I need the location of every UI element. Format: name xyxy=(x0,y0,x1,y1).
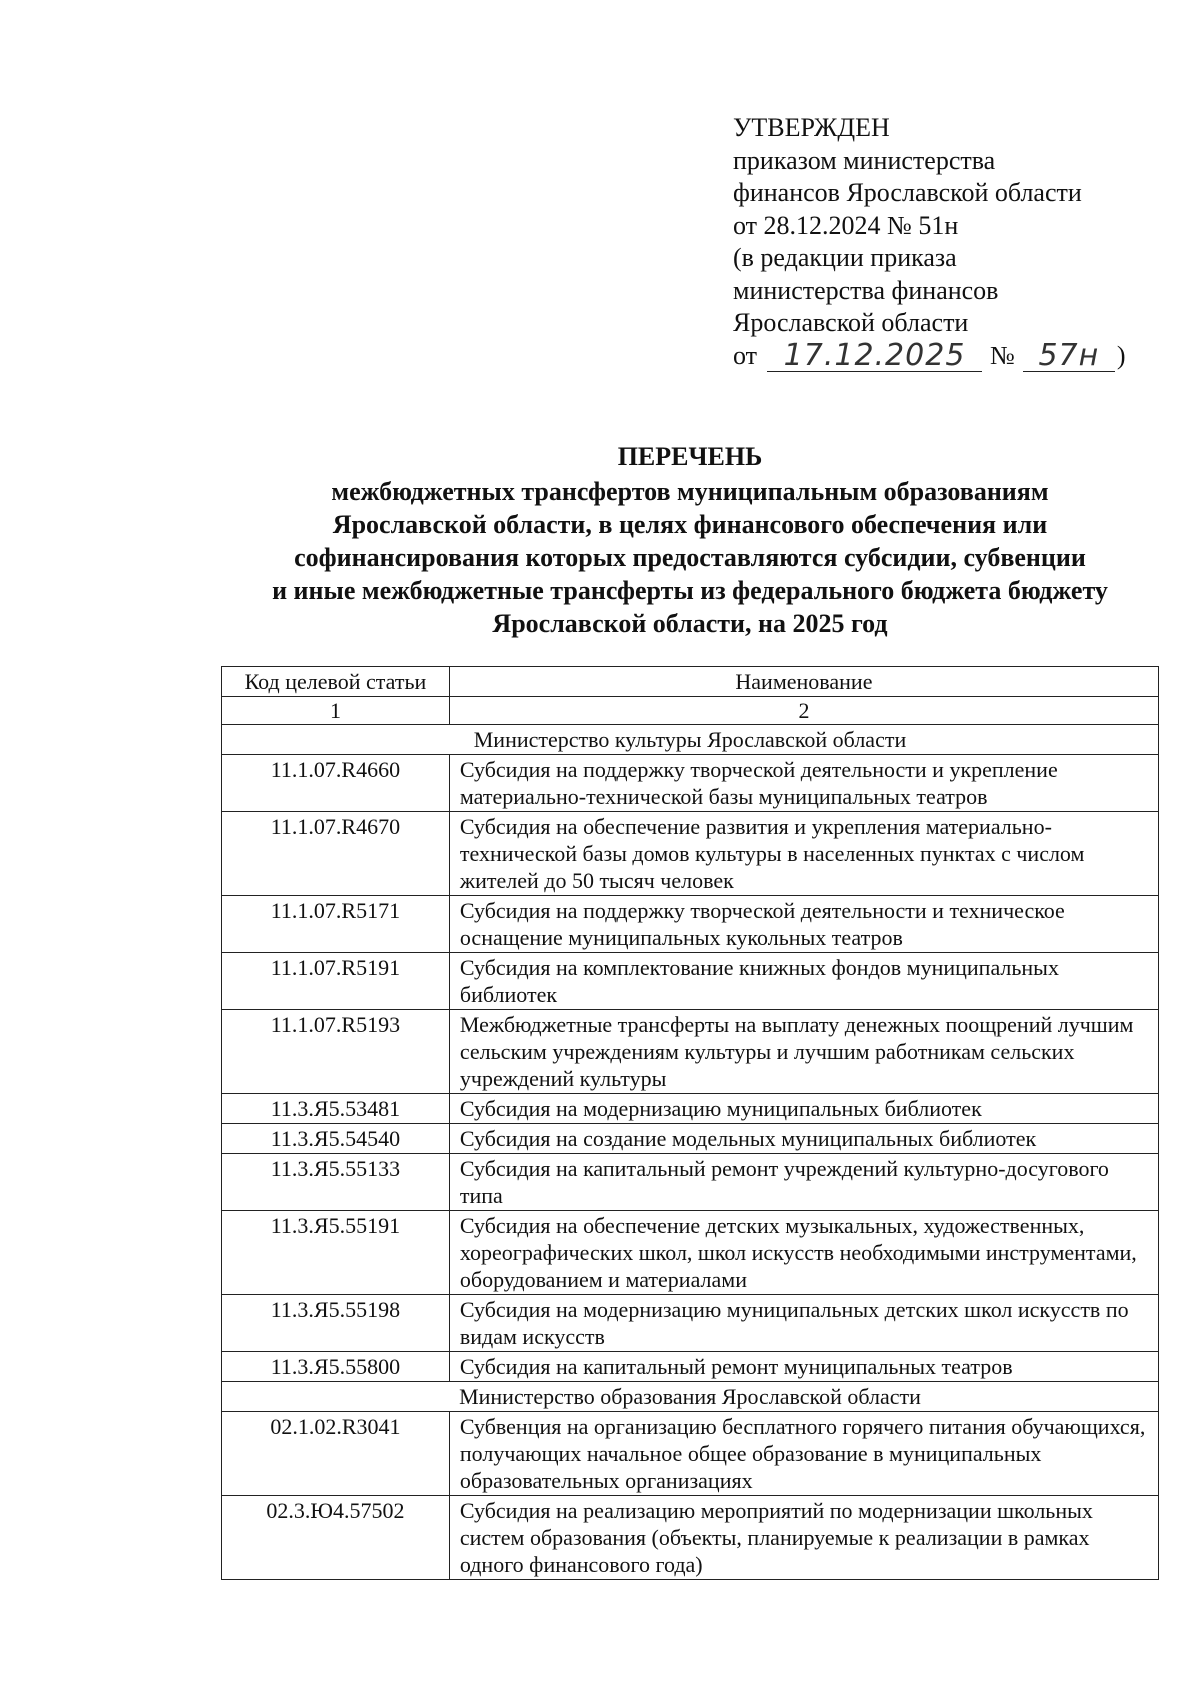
title-line: Ярославской области, в целях финансового обеспечения или xyxy=(332,510,1048,539)
table-row xyxy=(222,1412,1159,1496)
approval-line: министерства финансов xyxy=(733,275,999,305)
target-code-cell: 11.3.Я5.55191 xyxy=(222,1211,450,1295)
transfer-name-cell: Субсидия на обеспечение детских музыкальных, художественных, хореографических школ, школ искусств необходимыми инструментами, оборудованием и материалами xyxy=(449,1211,1158,1295)
handwritten-number: 57н xyxy=(1023,341,1115,372)
table-row xyxy=(222,953,1159,1010)
table-row xyxy=(222,1352,1159,1382)
table-body xyxy=(222,725,1159,1580)
target-code-cell: 11.1.07.R5191 xyxy=(222,953,450,1010)
transfer-name-cell: Субсидия на модернизацию муниципальных детских школ искусств по видам искусств xyxy=(449,1295,1158,1352)
target-code-cell: 11.3.Я5.55800 xyxy=(222,1352,450,1382)
transfer-name-cell: Субсидия на комплектование книжных фондов муниципальных библиотек xyxy=(449,953,1158,1010)
target-code-cell: 11.3.Я5.54540 xyxy=(222,1124,450,1154)
target-code-cell: 02.3.Ю4.57502 xyxy=(222,1496,450,1580)
column-number-row xyxy=(222,697,1159,725)
approval-line: Ярославской области xyxy=(733,308,969,337)
table-row xyxy=(222,1154,1159,1211)
target-code-cell: 02.1.02.R3041 xyxy=(222,1412,450,1496)
target-code-cell: 11.1.07.R4660 xyxy=(222,755,450,812)
header-name: Наименование xyxy=(449,667,1158,697)
column-number: 2 xyxy=(449,697,1158,725)
transfer-name-cell: Субсидия на обеспечение развития и укрепления материально-технической базы домов культуры в населенных пунктах с числом жителей до 50 тысяч человек xyxy=(449,812,1158,896)
table-row xyxy=(222,755,1159,812)
transfer-name-cell: Субсидия на поддержку творческой деятельности и укрепление материально-технической базы муниципальных театров xyxy=(449,755,1158,812)
target-code-cell: 11.1.07.R4670 xyxy=(222,812,450,896)
table-row xyxy=(222,1211,1159,1295)
transfer-name-cell: Субсидия на поддержку творческой деятельности и техническое оснащение муниципальных кукольных театров xyxy=(449,896,1158,953)
approval-line: от 28.12.2024 № 51н xyxy=(733,210,959,240)
number-sign: № xyxy=(990,340,1015,370)
title-line: Ярославской области, на 2025 год xyxy=(492,609,888,638)
handwritten-date: 17.12.2025 xyxy=(767,341,982,372)
transfer-name-cell: Субсидия на реализацию мероприятий по модернизации школьных систем образования (объекты, планируемые к реализации в рамках одного финансового года) xyxy=(449,1496,1158,1580)
section-title: Министерство образования Ярославской области xyxy=(222,1382,1159,1412)
transfer-name-cell: Субсидия на капитальный ремонт муниципальных театров xyxy=(449,1352,1158,1382)
table-row xyxy=(222,1124,1159,1154)
table-section-row xyxy=(222,1382,1159,1412)
transfers-table xyxy=(221,666,1159,1580)
target-code-cell: 11.1.07.R5171 xyxy=(222,896,450,953)
title-line: и иные межбюджетные трансферты из федерального бюджета бюджету xyxy=(272,576,1108,605)
title-line: межбюджетных трансфертов муниципальным образованиям xyxy=(331,477,1049,506)
title-line: софинансирования которых предоставляются субсидии, субвенции xyxy=(294,543,1086,572)
approval-line: (в редакции приказа xyxy=(733,243,957,272)
approval-line: финансов Ярославской области xyxy=(733,178,1082,207)
table-header-row xyxy=(222,667,1159,697)
table-row xyxy=(222,1496,1159,1580)
approval-line: УТВЕРЖДЕН xyxy=(733,113,890,142)
transfer-name-cell: Субсидия на капитальный ремонт учреждений культурно-досугового типа xyxy=(449,1154,1158,1211)
target-code-cell: 11.3.Я5.53481 xyxy=(222,1094,450,1124)
from-label: от xyxy=(733,340,758,370)
header-code: Код целевой статьи xyxy=(222,667,450,697)
table-row xyxy=(222,1010,1159,1094)
table-row xyxy=(222,1094,1159,1124)
transfer-name-cell: Субсидия на модернизацию муниципальных библиотек xyxy=(449,1094,1158,1124)
target-code-cell: 11.1.07.R5193 xyxy=(222,1010,450,1094)
document-title xyxy=(200,440,1180,640)
column-number: 1 xyxy=(222,697,450,725)
target-code-cell: 11.3.Я5.55133 xyxy=(222,1154,450,1211)
target-code-cell: 11.3.Я5.55198 xyxy=(222,1295,450,1352)
approval-line: приказом министерства xyxy=(733,145,996,175)
closing-paren: ) xyxy=(1116,340,1126,370)
amendment-reference-line xyxy=(733,340,1153,373)
table-row xyxy=(222,812,1159,896)
title-main: ПЕРЕЧЕНЬ xyxy=(617,442,763,471)
table-row xyxy=(222,1295,1159,1352)
section-title: Министерство культуры Ярославской области xyxy=(222,725,1159,755)
approval-stamp-block xyxy=(733,112,1153,372)
transfer-name-cell: Межбюджетные трансферты на выплату денежных поощрений лучшим сельским учреждениям культуры и лучшим работникам сельских учреждений культуры xyxy=(449,1010,1158,1094)
table-row xyxy=(222,896,1159,953)
transfer-name-cell: Субвенция на организацию бесплатного горячего питания обучающихся, получающих начальное общее образование в муниципальных образовательных организациях xyxy=(449,1412,1158,1496)
table-section-row xyxy=(222,725,1159,755)
transfer-name-cell: Субсидия на создание модельных муниципальных библиотек xyxy=(449,1124,1158,1154)
